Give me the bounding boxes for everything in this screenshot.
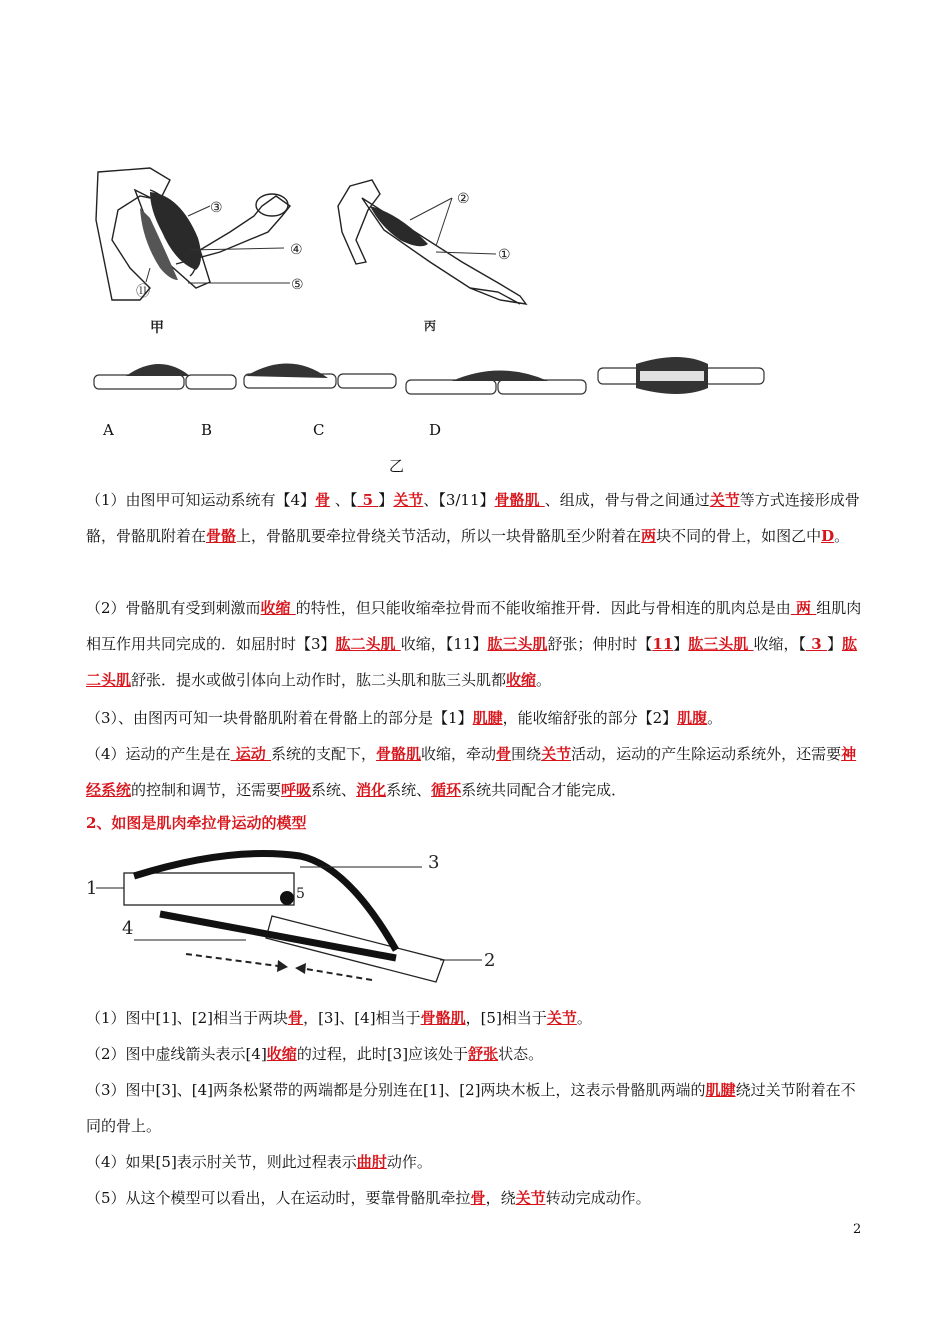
answer-text: 舒张 xyxy=(468,1045,499,1063)
arm-muscle-figure xyxy=(0,0,950,480)
answer-text: 关节 xyxy=(709,491,740,509)
answer-text: 骨骼肌 xyxy=(420,1009,466,1027)
model-label-3: 3 xyxy=(428,852,440,873)
q2-part-1 xyxy=(86,1000,862,1036)
q2-part-4 xyxy=(86,1144,862,1180)
answer-text: 11 xyxy=(652,635,674,653)
option-a-b-model xyxy=(94,364,236,389)
answer-text: 循环 xyxy=(431,781,462,799)
answer-text: 关节 xyxy=(515,1189,546,1207)
question-text: 围绕 xyxy=(511,745,542,763)
answer-text: 收缩 xyxy=(266,1045,297,1063)
question-text: 活动，运动的产生除运动系统外，还需要 xyxy=(571,745,842,763)
option-label-a: A xyxy=(103,421,114,439)
question-text: （4）运动的产生是在 xyxy=(86,745,231,763)
question-text: 绕过关节附着在不同的骨上。 xyxy=(86,1081,856,1135)
answer-text: 5 xyxy=(357,491,379,509)
question-text: 收缩，【 xyxy=(753,635,807,653)
arm-diagram-bing xyxy=(338,180,526,304)
question-text: 、【3/11】 xyxy=(423,491,495,509)
label-circled-11: ⑪ xyxy=(136,284,150,300)
question-text: （2）骨骼肌有受到刺激而 xyxy=(86,599,261,617)
label-yi: 乙 xyxy=(389,457,405,475)
q2-part-5 xyxy=(86,1180,862,1216)
label-circled-1: ① xyxy=(498,247,511,263)
question-text: 系统、 xyxy=(311,781,357,799)
option-letters xyxy=(102,421,441,439)
answer-text: 运动 xyxy=(230,745,271,763)
question-text: （1）由图甲可知运动系统有【4】 xyxy=(86,491,316,509)
model-label-5: 5 xyxy=(296,886,305,902)
question-text: ，[3]、[4]相当于 xyxy=(303,1009,421,1027)
answer-text: 肱三头肌 xyxy=(487,635,548,653)
question-text: 的控制和调节，还需要 xyxy=(131,781,282,799)
question-text: ，绕 xyxy=(485,1189,516,1207)
bing-circled-labels xyxy=(457,191,511,263)
answer-text: 收缩 xyxy=(506,671,537,689)
question-text: 收缩，【11】 xyxy=(400,635,488,653)
question-text: 】 xyxy=(378,491,394,509)
question-text: 上，骨骼肌要牵拉骨绕关节活动，所以一块骨骼肌至少附着在 xyxy=(236,527,642,545)
question-text: 舒张．提水或做引体向上动作时，肱二头肌和肱三头肌都 xyxy=(131,671,507,689)
label-jia: 甲 xyxy=(150,320,164,336)
answer-text: 肱二头肌 xyxy=(86,635,857,689)
answer-text: 两 xyxy=(641,527,657,545)
label-circled-5: ⑤ xyxy=(291,277,304,293)
question-text: 。 xyxy=(576,1009,592,1027)
answer-text: 肌腱 xyxy=(705,1081,736,1099)
question-text: 动作。 xyxy=(386,1153,432,1171)
answer-text: 呼吸 xyxy=(281,781,312,799)
answer-text: 骨骼肌 xyxy=(494,491,545,509)
question-text: ，能收缩舒张的部分【2】 xyxy=(502,709,678,727)
question-text: （2）图中虚线箭头表示[4] xyxy=(86,1045,267,1063)
question-text: 转动完成动作。 xyxy=(545,1189,651,1207)
label-bing: 丙 xyxy=(424,319,437,333)
answer-text: 关节 xyxy=(541,745,572,763)
answer-text: 骨 xyxy=(496,745,512,763)
label-circled-2: ② xyxy=(457,191,470,207)
option-label-b: B xyxy=(201,421,213,439)
model-label-4: 4 xyxy=(122,918,134,939)
dashed-arrow-right xyxy=(186,954,278,966)
answer-text: 肌腹 xyxy=(677,709,708,727)
question-text: 系统共同配合才能完成． xyxy=(461,781,627,799)
page-number: 2 xyxy=(853,1222,862,1237)
q2-part-3 xyxy=(86,1072,862,1144)
answer-text: 肱三头肌 xyxy=(688,635,754,653)
question-text: 。 xyxy=(834,527,850,545)
question-text: 块不同的骨上，如图乙中 xyxy=(656,527,822,545)
question-text: （3）、由图丙可知一块骨骼肌附着在骨骼上的部分是【1】 xyxy=(86,709,473,727)
answer-text: 骨 xyxy=(470,1189,486,1207)
q1-part-1 xyxy=(86,482,862,554)
question-text: （4）如果[5]表示肘关节，则此过程表示 xyxy=(86,1153,357,1171)
answer-text: 骨骼肌 xyxy=(376,745,422,763)
answer-text: 骨 xyxy=(315,491,331,509)
answer-text: 关节 xyxy=(393,491,424,509)
label-circled-3: ③ xyxy=(210,200,223,216)
answer-text: 骨 xyxy=(288,1009,304,1027)
joint-pin-5 xyxy=(280,891,294,905)
question-text: 】 xyxy=(673,635,689,653)
q1-part-3 xyxy=(86,700,862,736)
answer-text: 收缩 xyxy=(260,599,296,617)
model-label-2: 2 xyxy=(484,950,496,971)
answer-text: 消化 xyxy=(356,781,387,799)
question-text: ，[5]相当于 xyxy=(465,1009,547,1027)
question-text: （3）图中[3]、[4]两条松紧带的两端都是分别连在[1]、[2]两块木板上，这表示骨骼肌两端的 xyxy=(86,1081,706,1099)
option-c-model xyxy=(244,363,396,388)
question-text: 、【 xyxy=(330,491,358,509)
question-text: （1）图中[1]、[2]相当于两块 xyxy=(86,1009,289,1027)
option-b-model xyxy=(598,357,764,394)
answer-text: 神经系统 xyxy=(86,745,857,799)
option-label-c: C xyxy=(313,421,325,439)
question-text: 系统、 xyxy=(386,781,432,799)
question-text: 、组成，骨与骨之间通过 xyxy=(544,491,710,509)
question-text: 组肌肉相互作用共同完成的．如屈肘时【3】 xyxy=(86,599,862,653)
q2-part-2 xyxy=(86,1036,862,1072)
question-text: 舒张；伸肘时【 xyxy=(547,635,653,653)
answer-text: 肱二头肌 xyxy=(335,635,401,653)
label-circled-4: ④ xyxy=(290,242,303,258)
question-text: 的特性，但只能收缩牵拉骨而不能收缩推开骨．因此与骨相连的肌肉总是由 xyxy=(295,599,791,617)
answer-text: 骨骼 xyxy=(206,527,237,545)
question-text: 系统的支配下， xyxy=(271,745,377,763)
q1-part-4 xyxy=(86,736,862,808)
question-text: 收缩，牵动 xyxy=(421,745,497,763)
question-text: 。 xyxy=(536,671,552,689)
question-text: 】 xyxy=(826,635,842,653)
option-label-d: D xyxy=(429,421,442,439)
question-text: 。 xyxy=(707,709,723,727)
question-text: 状态。 xyxy=(498,1045,544,1063)
question-text: （5）从这个模型可以看出，人在运动时，要靠骨骼肌牵拉 xyxy=(86,1189,471,1207)
muscle-model-figure xyxy=(0,840,520,990)
dashed-arrow-left xyxy=(306,969,372,980)
answer-text: D xyxy=(821,527,835,545)
answer-text: 3 xyxy=(806,635,827,653)
q2-heading: 2、如图是肌肉牵拉骨运动的模型 xyxy=(86,814,307,832)
answer-text: 肌腱 xyxy=(472,709,503,727)
answer-text: 曲肘 xyxy=(356,1153,387,1171)
q1-part-2 xyxy=(86,590,862,698)
question-text: 等方式连接形成骨骼，骨骼肌附着在 xyxy=(86,491,860,545)
answer-text: 关节 xyxy=(546,1009,577,1027)
option-d-model xyxy=(406,371,586,395)
model-label-1: 1 xyxy=(86,878,98,899)
board-1 xyxy=(124,873,294,905)
answer-text: 两 xyxy=(790,599,817,617)
question-text: 的过程，此时[3]应该处于 xyxy=(296,1045,469,1063)
